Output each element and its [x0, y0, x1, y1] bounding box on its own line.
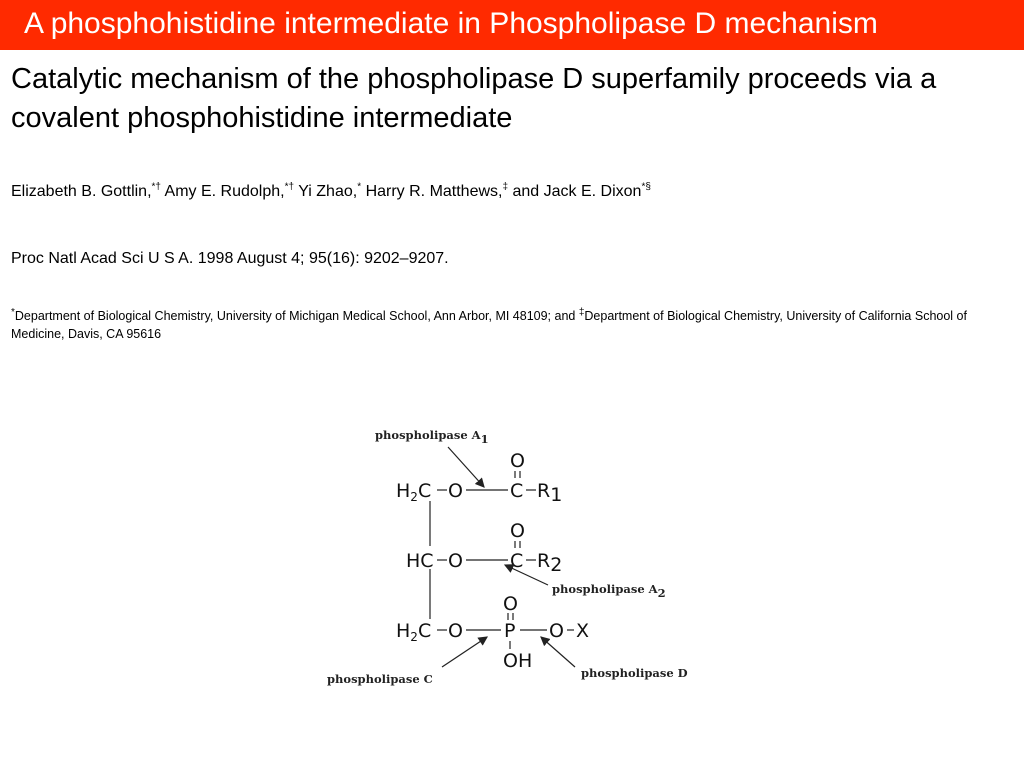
author-name: Amy E. Rudolph, [164, 183, 285, 200]
label-phospholipase-a2: phospholipase A2 [552, 582, 666, 600]
atom-oxygen-carbonyl: O [510, 520, 525, 542]
atom-h2c-bottom: $H_2C$ [396, 620, 432, 644]
slide-title-bar [0, 0, 1024, 50]
paper-title: Catalytic mechanism of the phospholipase D superfamily proceeds via a covalent phosphohistidine intermediate [11, 63, 937, 134]
atom-carbon: C [510, 550, 524, 572]
affiliation-mark: * [11, 306, 15, 318]
author-name: and Jack E. Dixon [512, 183, 642, 200]
atom-phosphorus: P [504, 620, 516, 642]
journal-citation: Proc Natl Acad Sci U S A. 1998 August 4; 95(16): 9202–9207. [11, 250, 449, 267]
author-name: Yi Zhao, [298, 183, 358, 200]
atom-oxygen: O [549, 620, 564, 642]
atom-oxygen: O [448, 550, 463, 572]
atom-hydroxyl: OH [503, 650, 533, 672]
author-list [11, 181, 651, 203]
label-phospholipase-a1: phospholipase A1 [375, 428, 489, 446]
atom-oxygen: O [448, 480, 463, 502]
author-marks: *§ [641, 181, 651, 193]
atom-carbon: C [510, 480, 524, 502]
atom-oxygen-phosphoryl: O [503, 593, 518, 615]
atom-r1: R1 [537, 480, 563, 506]
atom-oxygen-carbonyl: O [510, 450, 525, 472]
affiliation-text: Department of Biological Chemistry, University of California School of Medicine, Davis, CA 95616 [11, 309, 967, 341]
atom-hc: HC [406, 550, 434, 572]
slide-title: A phosphohistidine intermediate in Phospholipase D mechanism [24, 7, 878, 40]
author-name: Harry R. Matthews, [365, 183, 503, 200]
author-marks: *† [284, 181, 295, 193]
atom-oxygen: O [448, 620, 463, 642]
label-phospholipase-c: phospholipase C [327, 672, 433, 686]
affiliations [11, 307, 1001, 343]
affiliation-mark: ‡ [578, 306, 585, 318]
phospholipid-cleavage-figure [300, 405, 720, 705]
atom-h2c-top: $H_2C$ [396, 480, 432, 504]
affiliation-text: Department of Biological Chemistry, University of Michigan Medical School, Ann Arbor, MI 48109; and [14, 309, 579, 323]
author-marks: *† [151, 181, 161, 193]
atom-r2: R2 [537, 550, 563, 576]
author-marks: * [357, 181, 362, 193]
author-name: Elizabeth B. Gottlin, [11, 183, 152, 200]
label-phospholipase-d: phospholipase D [581, 666, 688, 680]
author-marks: ‡ [502, 181, 509, 193]
phospholipid-structure-diagram [300, 405, 720, 705]
atom-x: X [576, 620, 590, 642]
